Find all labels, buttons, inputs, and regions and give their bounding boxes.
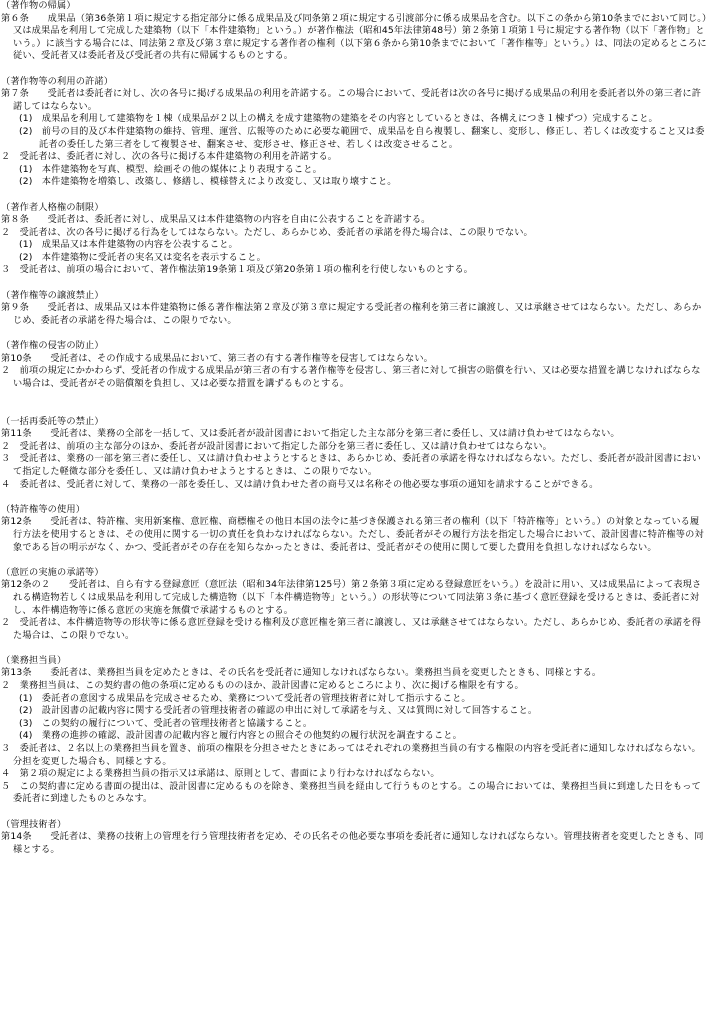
article-item: (2) 前号の目的及び本件建築物の維持、管理、運営、広報等のために必要な範囲で、成果品を自ら複製し、翻案し、変形し、修正し、若しくは改変すること又は委託者の委任した第三者をして複製させ、翻案させ、変形させ、修正させ、若しくは改変させること。 — [19, 125, 705, 150]
section-spacer — [1, 554, 708, 567]
article-paragraph: ３ 委託者は、２名以上の業務担当員を置き、前項の権限を分担させたときにあってはそれぞれの業務担当員の有する権限の内容を受託者に通知しなければならない。分担を変更した場合も、同様とする。 — [1, 743, 701, 767]
article-section — [1, 655, 708, 806]
article-item: (2) 設計図書の記載内容に関する受託者の管理技術者の確認の申出に対して承諾を与え、又は質問に対して回答すること。 — [19, 705, 538, 717]
article-item: (1) 委託者の意図する成果品を完成させるため、業務について受託者の管理技術者に対して指示すること。 — [19, 692, 471, 704]
article-item: (2) 本件建築物に受託者の実名又は変名を表示すること。 — [19, 251, 266, 263]
article-item: (1) 成果品又は本件建築物の内容を公表すること。 — [19, 239, 238, 251]
article-item: (1) 成果品を利用して建築物を１棟（成果品が２以上の構えを成す建築物の建築をその内容としているときは、各構えにつき１棟ずつ）完成すること。 — [19, 113, 658, 125]
article-section — [1, 290, 708, 328]
article-section — [1, 202, 708, 278]
article-section — [1, 76, 708, 189]
section-spacer — [1, 63, 708, 76]
article-paragraph: ２ 受託者は、前項の主な部分のほか、委託者が設計図書において指定した部分を第三者に委任し、又は請け負わせてはならない。 — [1, 440, 552, 452]
article-text: 第８条 受託者は、委託者に対し、成果品又は本件建築物の内容を自由に公表することを許諾する。 — [1, 214, 431, 226]
article-text: 第12条の２ 受託者は、自ら有する登録意匠（意匠法（昭和34年法律第125号）第２条第３項に定める登録意匠をいう。）を設計に用い、又は成果品によって表現される構造物若しくは成果品を利用して完成した構造物（以下「本件構造物等」という。）の形状等について同法第３条に基づく意匠登録を受けるときは、委託者に対し、本件構造物等に係る意匠の実施を無償で承諾するものとする。 — [1, 579, 702, 616]
article-text: 第11条 受託者は、業務の全部を一括して、又は委託者が設計図書において指定した主な部分を第三者に委任し、又は請け負わせてはならない。 — [1, 428, 620, 440]
article-heading: （管理技術者） — [1, 818, 67, 830]
article-paragraph: ２ 前項の規定にかかわらず、受託者の作成する成果品が第三者の有する著作権等を侵害し、第三者に対して損害の賠償を行い、又は必要な措置を講じなければならない場合は、受託者がその賠償額を負担し、又は必要な措置を講ずるものとする。 — [1, 365, 701, 389]
article-item: (2) 本件建築物を増築し、改築し、修繕し、模様替えにより改変し、又は取り壊すこと。 — [19, 176, 397, 188]
article-section — [1, 819, 708, 857]
article-text: 第12条 受託者は、特許権、実用新案権、意匠権、商標権その他日本国の法令に基づき保護される第三者の権利（以下「特許権等」という。）の対象となっている履行方法を使用するときは、その使用に関する一切の責任を負わなければならない。ただし、委託者がその履行方法を指定した場合において、設計図書に特許権等の対象である旨の明示がなく、かつ、受託者がその存在を知らなかったときは、委託者は、受託者がその使用に関して要した費用を負担しなければならない。 — [1, 516, 704, 553]
section-spacer — [1, 189, 708, 202]
article-text: 第６条 成果品（第36条第１項に規定する指定部分に係る成果品及び同条第２項に規定する引渡部分に係る成果品を含む。以下この条から第10条までにおいて同じ。）又は成果品を利用して完成した建築物（以下「本件建築物」という。）が著作権法（昭和45年法律第48号）第２条第１項第１号に規定する著作物（以下「著作物」という。）に該当する場合には、同法第２章及び第３章に規定する著作者の権利（以下第６条から第10条までにおいて「著作権等」という。）は、同法の定めるところに従い、受託者又は委託者及び受託者の共有に帰属するものとする。 — [1, 12, 707, 62]
article-paragraph: ４ 委託者は、受託者に対して、業務の一部を委任し、又は請け負わせた者の商号又は名称その他必要な事項の通知を請求することができる。 — [1, 478, 599, 490]
article-section — [1, 504, 708, 554]
article-section — [1, 0, 708, 63]
section-spacer — [1, 277, 708, 290]
article-paragraph: ３ 受託者は、業務の一部を第三者に委任し、又は請け負わせようとするときは、あらかじめ、委託者の承諾を得なければならない。ただし、委託者が設計図書において指定した軽微な部分を委任し、又は請け負わせようとするときは、この限りでない。 — [1, 453, 701, 477]
article-heading: （著作者人格権の制限） — [1, 201, 104, 213]
article-heading: （業務担当員） — [1, 654, 67, 666]
article-heading: （著作物の帰属） — [1, 0, 76, 11]
article-heading: （著作物等の利用の許諾） — [1, 75, 114, 87]
section-spacer — [1, 491, 708, 504]
article-text: 第14条 受託者は、業務の技術上の管理を行う管理技術者を定め、その氏名その他必要な事項を委託者に通知しなければならない。管理技術者を変更したときも、同様とする。 — [1, 831, 704, 855]
article-item: (1) 本件建築物を写真、模型、絵画その他の媒体により表現すること。 — [19, 163, 322, 175]
article-heading: （一括再委託等の禁止） — [1, 415, 104, 427]
article-section — [1, 416, 708, 492]
article-section — [1, 567, 708, 643]
article-paragraph: ３ 受託者は、前項の場合において、著作権法第19条第１項及び第20条第１項の権利を行使しないものとする。 — [1, 264, 473, 276]
article-heading: （著作権の侵害の防止） — [1, 340, 104, 352]
section-spacer — [1, 642, 708, 655]
article-item: (4) 業務の進捗の確認、設計図書の記載内容と履行内容との照合その他契約の履行状況を調査すること。 — [19, 730, 462, 742]
article-text: 第９条 受託者は、成果品又は本件建築物に係る著作権法第２章及び第３章に規定する受託者の権利を第三者に譲渡し、又は承継させてはならない。ただし、あらかじめ、委託者の承諾を得た場合は、この限りでない。 — [1, 302, 702, 326]
article-item: (3) この契約の履行について、受託者の管理技術者と協議すること。 — [19, 717, 313, 729]
article-heading: （特許権等の使用） — [1, 503, 86, 515]
article-heading: （著作権等の譲渡禁止） — [1, 289, 104, 301]
article-section — [1, 340, 708, 390]
article-text: 第10条 受託者は、その作成する成果品において、第三者の有する著作権等を侵害してはならない。 — [1, 352, 433, 364]
article-paragraph: ２ 受託者は、委託者に対し、次の各号に掲げる本件建築物の利用を許諾する。 — [1, 151, 338, 163]
section-spacer — [1, 390, 708, 415]
article-paragraph: ５ この契約書に定める書面の提出は、設計図書に定めるものを除き、業務担当員を経由して行うものとする。この場合においては、業務担当員に到達した日をもって委託者に到達したものとみなす。 — [1, 780, 701, 805]
article-paragraph: ２ 受託者は、本件構造物等の形状等に係る意匠登録を受ける権利及び意匠権を第三者に譲渡し、又は承継させてはならない。ただし、あらかじめ、委託者の承諾を得た場合は、この限りでない。 — [1, 617, 701, 641]
article-paragraph: ４ 第２項の規定による業務担当員の指示又は承諾は、原則として、書面により行わなければならない。 — [1, 768, 440, 780]
article-text: 第７条 受託者は委託者に対し、次の各号に掲げる成果品の利用を許諾する。この場合において、受託者は次の各号に掲げる成果品の利用を委託者以外の第三者に許諾してはならない。 — [1, 88, 702, 112]
article-paragraph: ２ 受託者は、次の各号に掲げる行為をしてはならない。ただし、あらかじめ、委託者の承諾を得た場合は、この限りでない。 — [1, 226, 533, 238]
article-heading: （意匠の実施の承諾等） — [1, 566, 104, 578]
article-paragraph: ２ 業務担当員は、この契約書の他の条項に定めるもののほか、設計図書に定めるところにより、次に掲げる権限を有する。 — [1, 680, 524, 692]
article-text: 第13条 委託者は、業務担当員を定めたときは、その氏名を受託者に通知しなければならない。業務担当員を変更したときも、同様とする。 — [1, 667, 602, 679]
section-spacer — [1, 806, 708, 819]
section-spacer — [1, 327, 708, 340]
